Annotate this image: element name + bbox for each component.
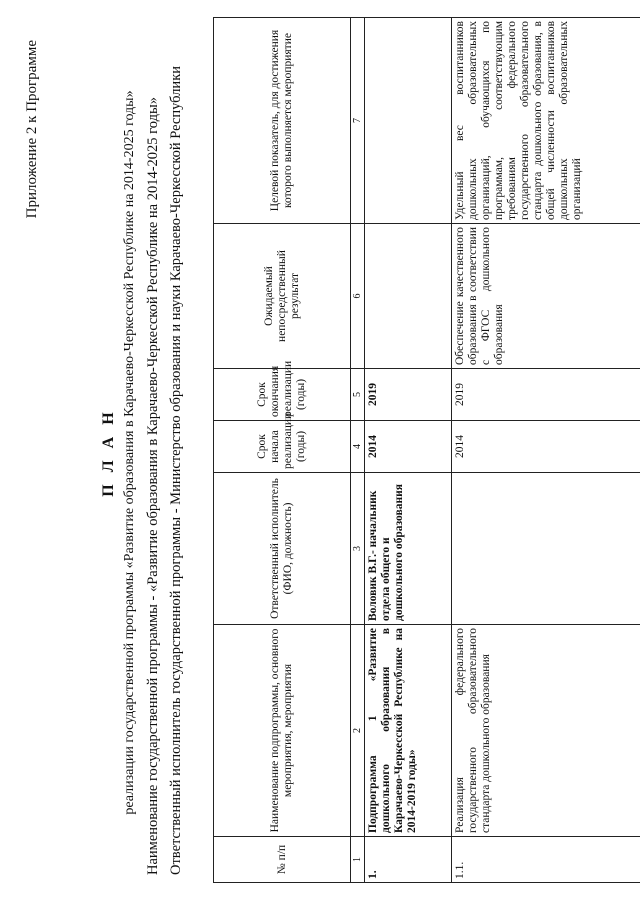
table-header-row xyxy=(214,18,351,883)
col-number: 7 xyxy=(351,18,365,224)
row-name: Реализация федерального государственного образовательного стандарта дошкольного образования xyxy=(452,625,640,837)
header-indicator: Целевой показатель, для достижения которого выполняется мероприятие xyxy=(214,18,351,224)
row-result: Обеспечение качественного образования в соответствии с ФГОС дошкольного образования xyxy=(452,224,640,369)
header-result: Ожидаемый непосредственный результат xyxy=(214,224,351,369)
plan-table xyxy=(213,17,640,883)
col-number: 4 xyxy=(351,421,365,473)
row-num: 1.1. xyxy=(452,837,640,883)
col-number: 2 xyxy=(351,625,365,837)
row-name: Подпрограмма 1 «Развитие дошкольного образования в Карачаево-Черкесской Республике на 2014-2019 годы» xyxy=(365,625,452,837)
row-num: 1. xyxy=(365,837,452,883)
col-number: 5 xyxy=(351,369,365,421)
row-start: 2014 xyxy=(452,421,640,473)
row-end: 2019 xyxy=(365,369,452,421)
row-end: 2019 xyxy=(452,369,640,421)
header-name: Наименование подпрограммы, основного мероприятия, мероприятия xyxy=(214,625,351,837)
col-number: 1 xyxy=(351,837,365,883)
plan-title: П Л А Н xyxy=(100,408,117,497)
row-indicator: Удельный вес воспитанников дошкольных образовательных организаций, обучающихся по программам, соответствующим требованиям федерального государственного образовательного стандарта дошкольного образования, в общей численности воспитанников дошкольных образовательных организаций xyxy=(452,18,640,224)
header-num: № п/п xyxy=(214,837,351,883)
row-executor: Воловик В.Г.- начальник отдела общего и дошкольного образования xyxy=(365,473,452,625)
row-start: 2014 xyxy=(365,421,452,473)
column-number-row xyxy=(351,18,365,883)
executor-line: Ответственный исполнитель государственной программы - Министерство образования и науки Карачаево-Черкесской Республики xyxy=(168,66,184,875)
program-name-line: Наименование государственной программы - «Развитие образования в Карачаево-Черкесской Республике на 2014-2025 годы» xyxy=(145,97,161,875)
header-end: Срок окончания реализации (годы) xyxy=(214,369,351,421)
table-row xyxy=(452,18,640,883)
row-executor xyxy=(452,473,640,625)
appendix-label: Приложение 2 к Программе xyxy=(24,40,40,219)
table-row xyxy=(365,18,452,883)
row-result xyxy=(365,224,452,369)
row-indicator xyxy=(365,18,452,224)
header-start: Срок начала реализации (годы) xyxy=(214,421,351,473)
plan-subtitle: реализации государственной программы «Развитие образования в Карачаево-Черкесской Республике на 2014-2025 годы» xyxy=(122,90,137,815)
col-number: 6 xyxy=(351,224,365,369)
header-executor: Ответственный исполнитель (ФИО, должность) xyxy=(214,473,351,625)
col-number: 3 xyxy=(351,473,365,625)
